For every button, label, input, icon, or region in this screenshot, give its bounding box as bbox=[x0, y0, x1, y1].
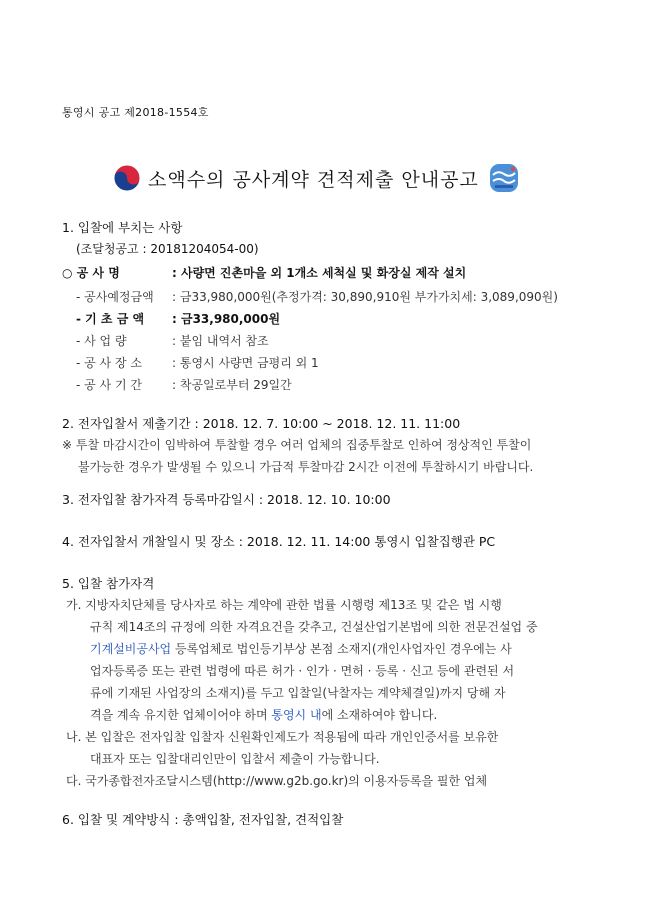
period-value: : 착공일로부터 29일간 bbox=[172, 378, 292, 392]
qualification-a-line-2: 규칙 제14조의 규정에 의한 자격요건을 갖추고, 건설산업기본법에 의한 전문건설업 중 bbox=[90, 620, 538, 634]
page-title: 소액수의 공사계약 견적제출 안내공고 bbox=[148, 168, 479, 191]
section-3-heading: 3. 전자입찰 참가자격 등록마감일시 : 2018. 12. 10. 10:00 bbox=[62, 492, 391, 507]
base-amount-value: : 금33,980,000원 bbox=[172, 312, 281, 326]
city-emblem-icon bbox=[489, 163, 519, 193]
section-5-heading: 5. 입찰 참가자격 bbox=[62, 576, 155, 591]
announcement-number: 통영시 공고 제2018-1554호 bbox=[62, 106, 209, 119]
qualification-b-line-2: 대표자 또는 입찰대리인만이 입찰서 제출이 가능합니다. bbox=[90, 752, 380, 766]
qualification-a-line-1: 가. 지방자치단체를 당사자로 하는 계약에 관한 법률 시행령 제13조 및 같은 법 시행 bbox=[66, 598, 502, 612]
qualification-a-line-6-post: 에 소재하여야 합니다. bbox=[321, 708, 438, 722]
qualification-a-line-6-pre: 격을 계속 유지한 업체이어야 하며 bbox=[90, 708, 272, 722]
location-value: : 통영시 사량면 금평리 외 1 bbox=[172, 356, 319, 370]
project-name-value: : 사량면 진촌마을 외 1개소 세척실 및 화장실 제작 설치 bbox=[172, 266, 467, 280]
section-2-note-line-2: 불가능한 경우가 발생될 수 있으니 가급적 투찰마감 2시간 이전에 투찰하시기 바랍니다. bbox=[78, 460, 534, 474]
budget-label: - 공사예정금액 bbox=[76, 290, 154, 304]
base-amount-label: - 기 초 금 액 bbox=[76, 312, 145, 326]
project-name-label: ○ 공 사 명 bbox=[62, 266, 120, 280]
license-type-highlight: 기계설비공사업 bbox=[90, 642, 172, 656]
qualification-a-line-4: 업자등록증 또는 관련 법령에 따른 허가 · 인가 · 면허 · 등록 · 신고 등에 관련된 서 bbox=[90, 664, 515, 678]
qualification-a-line-6 bbox=[90, 706, 437, 723]
procurement-number: (조달청공고 : 20181204054-00) bbox=[76, 242, 259, 256]
qualification-a-line-5: 류에 기재된 사업장의 소재지)를 두고 입찰일(낙찰자는 계약체결일)까지 당해 자 bbox=[90, 686, 506, 700]
qualification-c-line-1: 다. 국가종합전자조달시스템(http://www.g2b.go.kr)의 이용자등록을 필한 업체 bbox=[66, 774, 488, 788]
section-2-note-line-1: ※ 투찰 마감시간이 임박하여 투찰할 경우 여러 업체의 집중투찰로 인하여 정상적인 투찰이 bbox=[62, 438, 532, 452]
qualification-a-line-3-rest: 등록업체로 법인등기부상 본점 소재지(개인사업자인 경우에는 사 bbox=[171, 642, 512, 656]
section-2-heading: 2. 전자입찰서 제출기간 : 2018. 12. 7. 10:00 ~ 2018. 12. 11. 11:00 bbox=[62, 416, 461, 431]
section-4-heading: 4. 전자입찰서 개찰일시 및 장소 : 2018. 12. 11. 14:00 통영시 입찰집행관 PC bbox=[62, 534, 496, 549]
qualification-a-line-3 bbox=[90, 640, 512, 657]
qualification-b-line-1: 나. 본 입찰은 전자입찰 입찰자 신원확인제도가 적용됨에 따라 개인인증서를 보유한 bbox=[66, 730, 499, 744]
section-6-heading: 6. 입찰 및 계약방식 : 총액입찰, 전자입찰, 견적입찰 bbox=[62, 812, 344, 827]
region-highlight: 통영시 내 bbox=[271, 708, 322, 722]
period-label: - 공 사 기 간 bbox=[76, 378, 142, 392]
budget-value: : 금33,980,000원(추정가격: 30,890,910원 부가가치세: 3,089,090원) bbox=[172, 290, 558, 304]
section-1-heading: 1. 입찰에 부치는 사항 bbox=[62, 220, 183, 235]
location-label: - 공 사 장 소 bbox=[76, 356, 142, 370]
taegeuk-logo-icon bbox=[112, 163, 142, 193]
title-row bbox=[112, 158, 542, 198]
quantity-value: : 붙임 내역서 참조 bbox=[172, 334, 269, 348]
quantity-label: - 사 업 량 bbox=[76, 334, 127, 348]
